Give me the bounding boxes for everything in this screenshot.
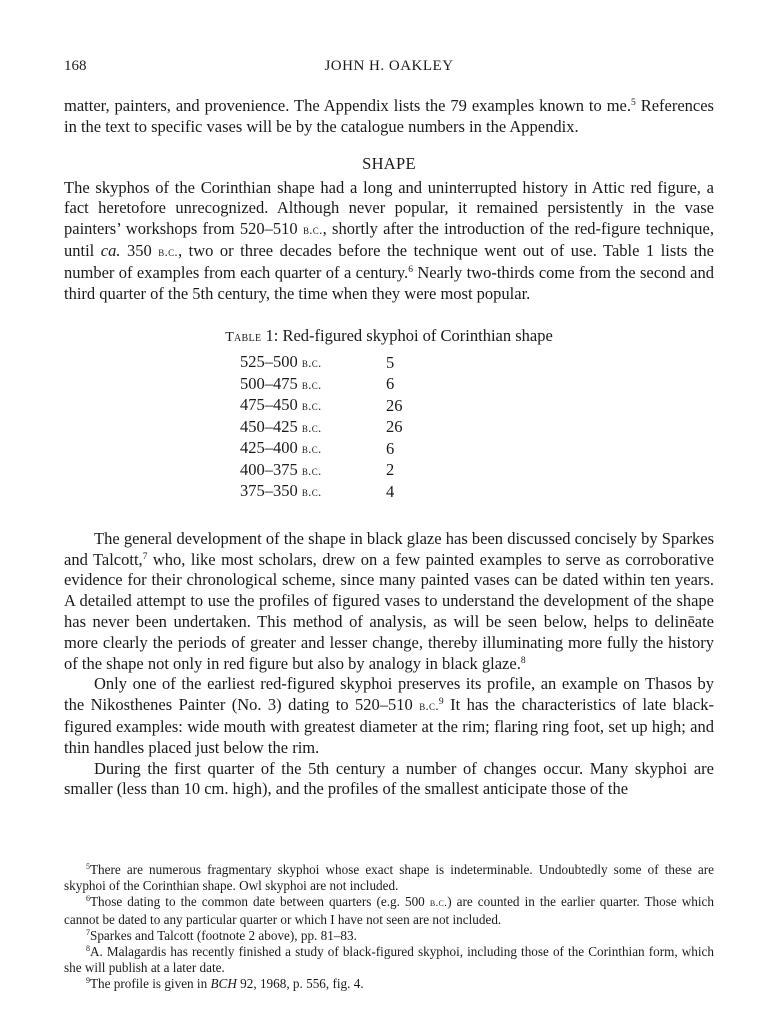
page-header: [64, 58, 714, 80]
footnotes: [64, 862, 714, 993]
footnote-ref-7[interactable]: 7: [142, 551, 148, 562]
table-row: [240, 352, 403, 374]
page-number: 168: [64, 58, 87, 74]
section-heading-shape: SHAPE: [362, 153, 416, 173]
table-cell-period: 475–450 b.c.: [240, 395, 322, 415]
footnote-ref-8[interactable]: 8: [520, 655, 526, 666]
table-cell-period: 425–400 b.c.: [240, 438, 322, 458]
footnote-ref-5[interactable]: 5: [631, 98, 636, 108]
page: [64, 0, 714, 1024]
table-cell-count: 2: [386, 460, 395, 480]
shape-paragraph-3: Only one of the earliest red-figured skyphoi preserves its profile, an example on Thasos by the Nikosthenes Painter (No. 3) dating to 520–510 b.c.$^9$ It has the characteristics of late black-figured examples: wide mouth with greatest diameter at the rim; flaring ring foot, set up high; and thin handles placed just below the rim.: [64, 674, 714, 757]
table-cell-count: 5: [386, 352, 395, 372]
table-cell-period: 375–350 b.c.: [240, 481, 322, 501]
running-head: JOHN H. OAKLEY: [324, 58, 454, 74]
shape-paragraph-1: The skyphos of the Corinthian shape had a long and uninterrupted history in Attic red figure, a fact heretofore unrecognized. Although never popular, it remained persistently in the vase painters’ workshops from 520–510 b.c., shortly after the introduction of the red-figure technique, until ca. 350 b.c., two or three decades before the technique went out of use. Table 1 lists the number of examples from each quarter of a century.$^6$ Nearly two-thirds come from the second and third quarter of the 5th century, the time when they were most popular.: [64, 177, 714, 303]
table-cell-count: 26: [386, 417, 403, 437]
table-row: [240, 460, 403, 482]
footnote-ref-6[interactable]: 6: [408, 264, 413, 275]
footnote-9: $^9$The profile is given in BCH 92, 1968, p. 556, fig. 4.: [86, 976, 364, 992]
table-row: [240, 374, 403, 396]
table-cell-count: 6: [386, 374, 395, 394]
footnote-5: $^5$There are numerous fragmentary skyphoi whose exact shape is indeterminable. Undoubtedly some of these are skyphoi of the Corinthian shape. Owl skyphoi are not included.: [64, 862, 714, 894]
intro-paragraph: matter, painters, and provenience. The Appendix lists the 79 examples known to me.$^5$ References in the text to specific vases will be by the catalogue numbers in the Appendix.: [64, 96, 714, 136]
shape-paragraph-4: During the first quarter of the 5th century a number of changes occur. Many skyphoi are smaller (less than 10 cm. high), and the profiles of the smallest anticipate those of the: [64, 758, 714, 799]
footnote-6: $^6$Those dating to the common date between quarters (e.g. 500 b.c.) are counted in the earlier quarter. Those which cannot be dated to any particular quarter or which I have not seen are not included.: [64, 894, 714, 927]
table-row: [240, 481, 403, 503]
table-1-caption: Table 1: Red-figured skyphoi of Corinthian shape: [225, 326, 553, 346]
footnote-7: $^7$Sparkes and Talcott (footnote 2 above), pp. 81–83.: [86, 927, 357, 943]
footnote-8: $^8$A. Malagardis has recently finished a study of black-figured skyphoi, including those of the Corinthian form, which she will publish at a later date.: [64, 944, 714, 976]
table-cell-count: 4: [386, 481, 395, 501]
footnote-ref-9[interactable]: 9: [438, 697, 444, 708]
table-cell-period: 525–500 b.c.: [240, 352, 322, 372]
shape-paragraph-2: The general development of the shape in black glaze has been discussed concisely by Sparkes and Talcott,$^7$ who, like most scholars, drew on a few painted examples to serve as corroborative evidence for their chronological scheme, since many painted vases can be dated within ten years. A detailed attempt to use the profiles of figured vases to understand the development of the shape has never been undertaken. This method of analysis, as will be seen below, helps to delinēate more clearly the periods of greater and lesser change, thereby illuminating more fully the history of the shape not only in red figure but also by analogy in black glaze.$^8$: [64, 528, 714, 673]
main-text: [64, 96, 714, 800]
table-row: [240, 438, 403, 460]
table-cell-count: 6: [386, 438, 395, 458]
table-cell-count: 26: [386, 395, 403, 415]
table-1: [240, 352, 403, 503]
table-cell-period: 450–425 b.c.: [240, 416, 322, 436]
table-row: [240, 395, 403, 417]
table-cell-period: 400–375 b.c.: [240, 459, 322, 479]
table-cell-period: 500–475 b.c.: [240, 373, 322, 393]
table-row: [240, 417, 403, 439]
